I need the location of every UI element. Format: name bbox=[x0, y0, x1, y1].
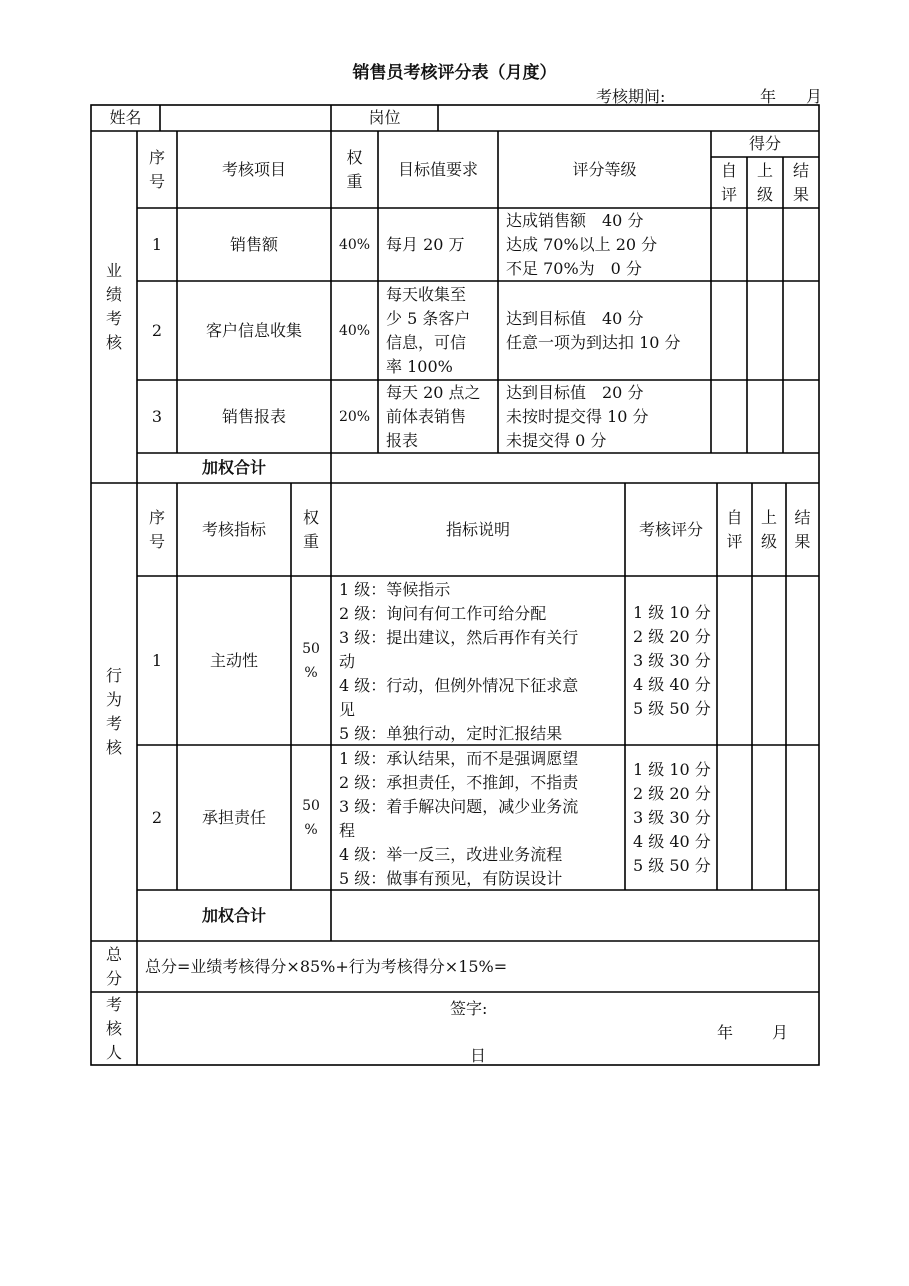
sign-year: 年 bbox=[717, 1023, 734, 1042]
col-seq: 序 号 bbox=[148, 147, 165, 191]
behavior-row-result-input[interactable] bbox=[786, 745, 819, 890]
col-weight: 权 重 bbox=[302, 507, 319, 551]
behavior-row-result-input[interactable] bbox=[786, 576, 819, 745]
col-scoring: 考核评分 bbox=[638, 519, 703, 539]
behavior-row-scoring: 1 级 10 分 2 级 20 分 3 级 30 分 4 级 40 分 5 级 50 分 bbox=[633, 602, 711, 718]
col-self: 自 评 bbox=[720, 160, 737, 204]
col-self: 自 评 bbox=[726, 507, 743, 551]
behavior-row-scoring: 1 级 10 分 2 级 20 分 3 级 30 分 4 级 40 分 5 级 50 分 bbox=[633, 759, 711, 875]
behavior-row-indicator: 主动性 bbox=[209, 650, 258, 670]
perf-row-item: 销售额 bbox=[229, 234, 278, 254]
behavior-row-description: 1 级：等候指示 2 级：询问有何工作可给分配 3 级：提出建议，然后再作有关行 动 4 级：行动，但例外情况下征求意 见 5 级：单独行动，定时汇报结果 bbox=[339, 580, 579, 743]
signature-label: 签字: bbox=[450, 999, 488, 1018]
name-label: 姓名 bbox=[109, 108, 142, 127]
perf-row-weight: 20% bbox=[338, 408, 371, 425]
col-result: 结 果 bbox=[792, 160, 809, 204]
behavior-section-label: 行 为 考 核 bbox=[105, 666, 122, 757]
sign-month: 月 bbox=[772, 1023, 789, 1042]
page-title: 销售员考核评分表（月度） bbox=[352, 63, 557, 83]
sign-day: 日 bbox=[470, 1046, 487, 1065]
period-year: 年 bbox=[760, 87, 777, 106]
position-label: 岗位 bbox=[368, 108, 401, 127]
behavior-row-description: 1 级：承认结果，而不是强调愿望 2 级：承担责任，不推卸，不指责 3 级：着手解决问题，减少业务流 程 4 级：举一反三，改进业务流程 5 级：做事有预见，有防误设计 bbox=[339, 749, 579, 888]
behavior-row-seq: 2 bbox=[151, 807, 163, 827]
behavior-weighted-total-label: 加权合计 bbox=[201, 905, 266, 925]
perf-row-self-input[interactable] bbox=[711, 380, 747, 453]
perf-row-levels: 达到目标值 20 分 未按时提交得 10 分 未提交得 0 分 bbox=[506, 382, 649, 450]
behavior-row-self-input[interactable] bbox=[717, 745, 752, 890]
position-field[interactable] bbox=[438, 105, 819, 131]
behavior-row-weight: 50 % bbox=[302, 640, 320, 681]
perf-row-seq: 1 bbox=[151, 234, 163, 254]
col-superior: 上 级 bbox=[756, 160, 773, 204]
perf-row-target: 每月 20 万 bbox=[386, 234, 465, 254]
behavior-row-weight: 50 % bbox=[302, 797, 320, 838]
behavior-weighted-total-input[interactable] bbox=[331, 890, 819, 941]
col-target: 目标值要求 bbox=[397, 159, 478, 179]
behavior-row-superior-input[interactable] bbox=[752, 745, 786, 890]
behavior-row-indicator: 承担责任 bbox=[201, 807, 266, 827]
behavior-row-superior-input[interactable] bbox=[752, 576, 786, 745]
perf-row-self-input[interactable] bbox=[711, 208, 747, 281]
reviewer-label: 考 核 人 bbox=[105, 994, 122, 1062]
perf-row-superior-input[interactable] bbox=[747, 380, 783, 453]
perf-row-target: 每天 20 点之 前体表销售 报表 bbox=[386, 382, 481, 450]
total-label: 总 分 bbox=[105, 944, 122, 988]
perf-row-target: 每天收集至 少 5 条客户 信息，可信 率 100% bbox=[386, 284, 471, 376]
name-field[interactable] bbox=[160, 105, 331, 131]
col-result: 结 果 bbox=[794, 507, 811, 551]
col-superior: 上 级 bbox=[760, 507, 777, 551]
perf-row-superior-input[interactable] bbox=[747, 208, 783, 281]
behavior-row-self-input[interactable] bbox=[717, 576, 752, 745]
perf-row-item: 销售报表 bbox=[221, 406, 286, 426]
total-formula: 总分=业绩考核得分×85%+行为考核得分×15%= bbox=[145, 956, 508, 976]
col-indicator: 考核指标 bbox=[201, 519, 266, 539]
col-levels: 评分等级 bbox=[572, 159, 637, 179]
perf-row-weight: 40% bbox=[338, 322, 371, 339]
perf-row-seq: 3 bbox=[151, 406, 163, 426]
col-description: 指标说明 bbox=[445, 519, 510, 539]
perf-row-seq: 2 bbox=[151, 320, 163, 340]
perf-row-item: 客户信息收集 bbox=[205, 320, 302, 340]
perf-row-weight: 40% bbox=[338, 236, 371, 253]
col-weight: 权 重 bbox=[346, 147, 363, 191]
perf-row-levels: 达成销售额 40 分 达成 70%以上 20 分 不足 70%为 0 分 bbox=[506, 210, 658, 278]
performance-section-label: 业 绩 考 核 bbox=[105, 261, 122, 352]
perf-row-self-input[interactable] bbox=[711, 281, 747, 380]
perf-row-result-input[interactable] bbox=[783, 281, 819, 380]
col-item: 考核项目 bbox=[221, 159, 286, 179]
perf-row-result-input[interactable] bbox=[783, 208, 819, 281]
period-label: 考核期间: bbox=[596, 87, 666, 106]
perf-weighted-total-label: 加权合计 bbox=[201, 458, 266, 477]
period-month: 月 bbox=[806, 87, 823, 106]
perf-weighted-total-input[interactable] bbox=[331, 453, 819, 483]
col-score-group: 得分 bbox=[748, 134, 781, 153]
col-seq: 序 号 bbox=[148, 507, 165, 551]
behavior-row-seq: 1 bbox=[151, 650, 163, 670]
perf-row-superior-input[interactable] bbox=[747, 281, 783, 380]
perf-row-result-input[interactable] bbox=[783, 380, 819, 453]
perf-row-levels: 达到目标值 40 分 任意一项为到达扣 10 分 bbox=[506, 308, 681, 352]
